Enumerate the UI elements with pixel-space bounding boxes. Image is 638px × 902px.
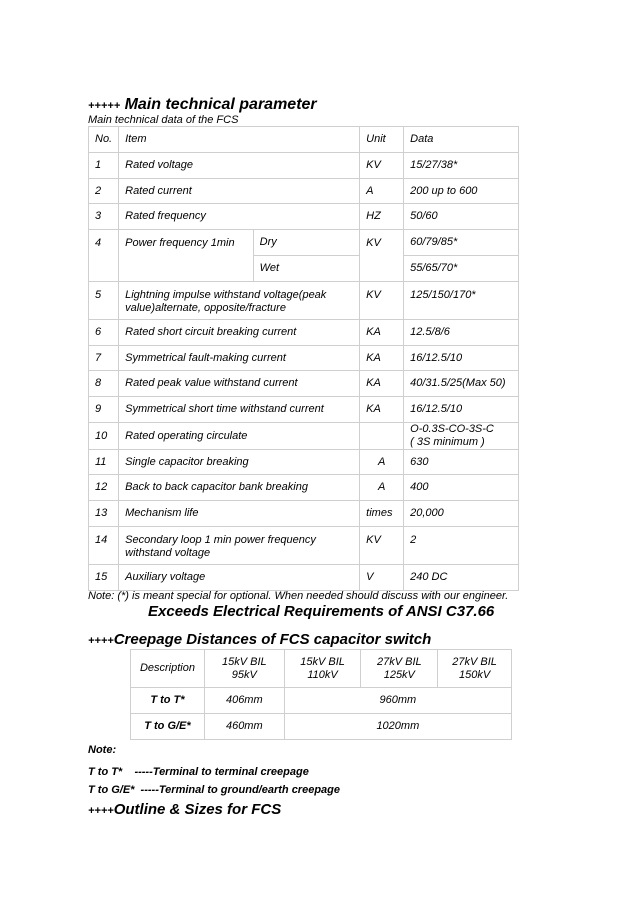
- row-no: 8: [89, 371, 119, 397]
- row-unit: KV: [360, 230, 404, 282]
- row-unit: KA: [360, 371, 404, 397]
- row-data-line1: O-0.3S-CO-3S-C: [410, 423, 494, 435]
- row-data: 400: [404, 475, 519, 501]
- heading-plus-marks: +++++: [88, 100, 121, 112]
- row-data: 12.5/8/6: [404, 320, 519, 346]
- bil-header-line2: 150kV: [458, 668, 491, 681]
- row-no: 10: [89, 423, 119, 450]
- row-no: 2: [89, 179, 119, 204]
- row-data-dry: 60/79/85*: [404, 230, 519, 256]
- creepage-table: [130, 649, 512, 740]
- heading-text: Outline & Sizes for FCS: [113, 801, 282, 818]
- row-data-wet: 55/65/70*: [404, 256, 519, 282]
- row-item: Symmetrical fault-making current: [119, 346, 360, 371]
- table-row: [89, 179, 519, 204]
- header-data: Data: [404, 127, 519, 153]
- row-unit: HZ: [360, 204, 404, 230]
- row-unit: [360, 423, 404, 450]
- bil-header-line1: 15kV BIL: [300, 655, 345, 668]
- row-data: 630: [404, 450, 519, 475]
- table-row: [89, 320, 519, 346]
- heading-plus-marks: ++++: [88, 805, 114, 817]
- row-unit: KV: [360, 527, 404, 565]
- row-item: Rated voltage: [119, 153, 360, 179]
- row-no: 9: [89, 397, 119, 423]
- row-unit: times: [360, 501, 404, 527]
- bil-header: [204, 650, 284, 688]
- creepage-header-row: [131, 650, 512, 688]
- row-no: 5: [89, 282, 119, 320]
- outline-heading: [88, 801, 281, 818]
- row-item: Single capacitor breaking: [119, 450, 360, 475]
- row-no: 11: [89, 450, 119, 475]
- creepage-value-other: 960mm: [284, 688, 511, 714]
- table-header-row: [89, 127, 519, 153]
- creepage-heading: [88, 631, 431, 648]
- creepage-row-label: T to T*: [131, 688, 205, 714]
- row-item: Rated operating circulate: [119, 423, 360, 450]
- row-data: 16/12.5/10: [404, 397, 519, 423]
- row-data: 50/60: [404, 204, 519, 230]
- header-unit: Unit: [360, 127, 404, 153]
- row-item: Rated current: [119, 179, 360, 204]
- table-row: [89, 230, 519, 256]
- table-row: [89, 527, 519, 565]
- row-unit: A: [360, 450, 404, 475]
- table-row: [89, 565, 519, 591]
- table-row: [89, 371, 519, 397]
- row-item: Mechanism life: [119, 501, 360, 527]
- table-subtitle: Main technical data of the FCS: [88, 114, 239, 126]
- table-row: [89, 282, 519, 320]
- row-item: Back to back capacitor bank breaking: [119, 475, 360, 501]
- bil-header: [438, 650, 512, 688]
- row-data: 20,000: [404, 501, 519, 527]
- bil-header-line1: 27kV BIL: [376, 655, 422, 668]
- ansi-heading: Exceeds Electrical Requirements of ANSI C37.66: [148, 603, 495, 620]
- row-data: 15/27/38*: [404, 153, 519, 179]
- header-no: No.: [89, 127, 119, 153]
- row-no: 12: [89, 475, 119, 501]
- row-no: 15: [89, 565, 119, 591]
- row-item: Secondary loop 1 min power frequency withstand voltage: [119, 527, 360, 565]
- bil-header: [361, 650, 438, 688]
- row-data-line2: ( 3S minimum ): [410, 436, 485, 448]
- row-unit: A: [360, 179, 404, 204]
- note-line: T to T* -----Terminal to terminal creepage: [88, 766, 309, 778]
- bil-header-line1: 27kV BIL: [452, 655, 497, 668]
- row-no: 6: [89, 320, 119, 346]
- optional-note: Note: (*) is meant special for optional. When needed should discuss with our engineer.: [88, 590, 509, 602]
- header-item: Item: [119, 127, 360, 153]
- row-subitem-dry: Dry: [253, 230, 360, 256]
- row-no: 3: [89, 204, 119, 230]
- row-data: 2: [404, 527, 519, 565]
- bil-header-line2: 125kV: [383, 668, 415, 681]
- bil-header-line1: 15kV BIL: [221, 655, 267, 668]
- main-parameter-heading: [88, 96, 317, 114]
- row-item: Lightning impulse withstand voltage(peak value)alternate, opposite/fracture: [119, 282, 360, 320]
- row-no: 14: [89, 527, 119, 565]
- table-row: [89, 346, 519, 371]
- row-unit: KV: [360, 153, 404, 179]
- bil-header-line2: 95kV: [231, 668, 257, 681]
- row-item: Power frequency 1min: [119, 230, 254, 282]
- heading-text: Main technical parameter: [124, 96, 317, 113]
- creepage-row: [131, 714, 512, 740]
- table-row: [89, 204, 519, 230]
- heading-text: Creepage Distances of FCS capacitor switch: [113, 631, 432, 648]
- table-row: [89, 475, 519, 501]
- note-line: T to G/E* -----Terminal to ground/earth creepage: [88, 784, 341, 796]
- row-item: Rated peak value withstand current: [119, 371, 360, 397]
- row-no: 7: [89, 346, 119, 371]
- row-unit: KA: [360, 320, 404, 346]
- heading-plus-marks: ++++: [88, 635, 114, 647]
- creepage-value-15kv: 406mm: [204, 688, 284, 714]
- table-row: [89, 501, 519, 527]
- row-no: 13: [89, 501, 119, 527]
- row-data: 16/12.5/10: [404, 346, 519, 371]
- row-subitem-wet: Wet: [253, 256, 360, 282]
- row-data: [404, 423, 519, 450]
- row-unit: KV: [360, 282, 404, 320]
- row-data: 200 up to 600: [404, 179, 519, 204]
- row-unit: V: [360, 565, 404, 591]
- bil-header-line2: 110kV: [307, 668, 338, 681]
- bil-header: [284, 650, 361, 688]
- note-terminal-to-terminal: [88, 766, 309, 778]
- creepage-value-15kv: 460mm: [204, 714, 284, 740]
- row-no: 1: [89, 153, 119, 179]
- row-unit: A: [360, 475, 404, 501]
- note-terminal-to-ground: [88, 784, 340, 796]
- row-data: 40/31.5/25(Max 50): [404, 371, 519, 397]
- table-row: [89, 153, 519, 179]
- table-row: [89, 423, 519, 450]
- row-data: 240 DC: [404, 565, 519, 591]
- creepage-value-other: 1020mm: [284, 714, 511, 740]
- creepage-row-label: T to G/E*: [131, 714, 205, 740]
- description-header: Description: [131, 650, 205, 688]
- row-unit: KA: [360, 397, 404, 423]
- row-item: Rated frequency: [119, 204, 360, 230]
- row-item: Auxiliary voltage: [119, 565, 360, 591]
- notes-title: Note:: [88, 744, 117, 756]
- row-no: 4: [89, 230, 119, 282]
- table-row: [89, 450, 519, 475]
- technical-data-table: [88, 126, 519, 591]
- row-item: Symmetrical short time withstand current: [119, 397, 360, 423]
- row-unit: KA: [360, 346, 404, 371]
- creepage-row: [131, 688, 512, 714]
- row-data: 125/150/170*: [404, 282, 519, 320]
- table-row: [89, 397, 519, 423]
- row-item: Rated short circuit breaking current: [119, 320, 360, 346]
